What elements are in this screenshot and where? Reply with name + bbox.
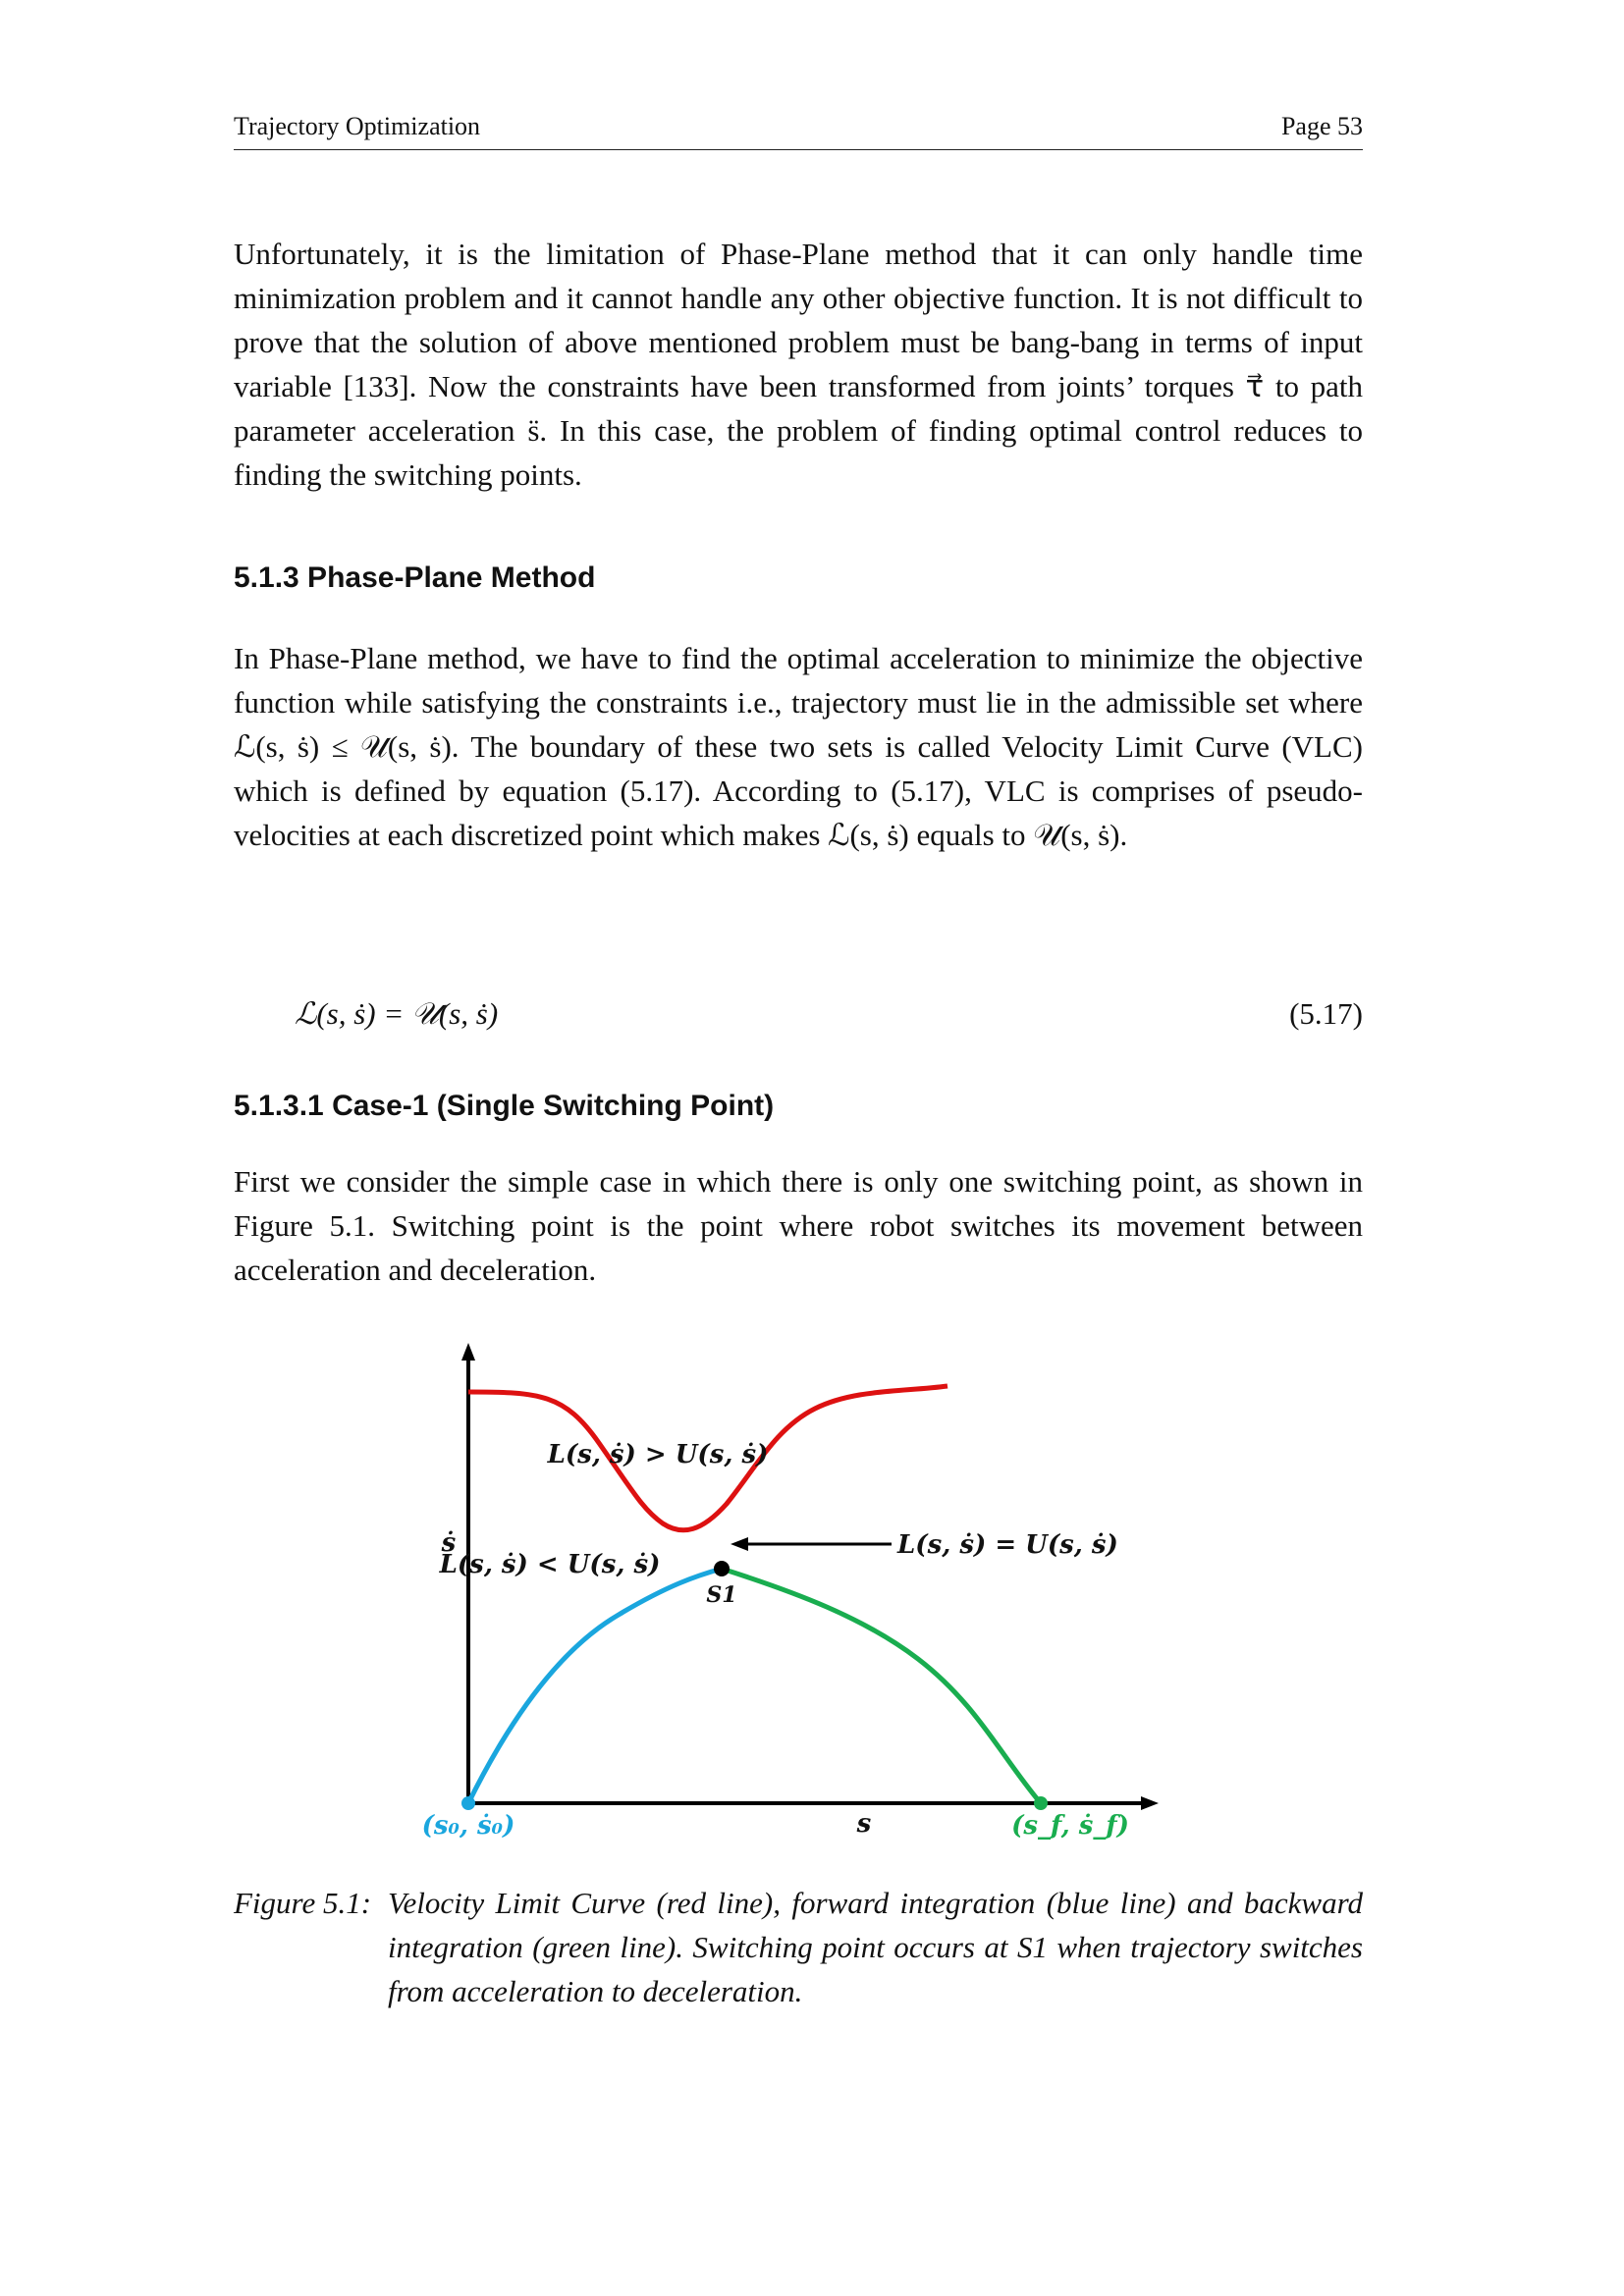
switching-point-marker — [714, 1561, 730, 1576]
end-point-label: (s_f, ṡ_f) — [1011, 1811, 1129, 1841]
backward-integration-curve — [722, 1569, 1041, 1803]
pointer-arrowhead — [731, 1537, 748, 1551]
forward-integration-curve — [468, 1569, 722, 1803]
start-point-label: (s₀, ṡ₀) — [421, 1811, 515, 1841]
figure-svg — [393, 1335, 1178, 1865]
x-axis-label: s — [856, 1809, 872, 1839]
equation-5-17 — [234, 991, 1363, 1036]
paragraph-case1: First we consider the simple case in which there is only one switching point, as shown in Figure 5.1. Switching point is the point where robot switches its movement between acceleration and deceleration. — [234, 1164, 1363, 1287]
equation-number: (5.17) — [1289, 996, 1363, 1031]
label-below-vlc: L(s, ṡ) < U(s, ṡ) — [439, 1550, 661, 1579]
subsection-heading: 5.1.3.1 Case-1 (Single Switching Point) — [234, 1090, 775, 1122]
paragraph-limitation: Unfortunately, it is the limitation of Phase-Plane method that it can only handle time minimization problem and it cannot handle any other objective function. It is not difficult to prove that the solution of above mentioned problem must be bang-bang in terms of input variable [133]. Now the constraints have been transformed from joints’ torques τ⃗ to path parameter acceleration s̈. In this case, the problem of finding optimal control reduces to finding the switching points. — [234, 237, 1363, 492]
running-header — [234, 110, 1363, 150]
caption-text: Velocity Limit Curve (red line), forward integration (blue line) and backward integration (green line). Switching point occurs at S1 when trajectory switches from acceleration to deceleration. — [388, 1886, 1363, 2008]
x-axis-arrowhead — [1141, 1796, 1159, 1810]
figure-velocity-limit-curve — [393, 1335, 1178, 1865]
label-above-vlc: L(s, ṡ) > U(s, ṡ) — [547, 1440, 769, 1469]
switch-point-label: S1 — [706, 1582, 737, 1608]
paragraph-phase-plane: In Phase-Plane method, we have to find the optimal acceleration to minimize the objective function while satisfying the constraints i.e., trajectory must lie in the admissible set where ℒ(s, ṡ) ≤ 𝒰(s, ṡ). The boundary of these two sets is called Velocity Limit Curve (VLC) which is defined by equation (5.17). According to (5.17), VLC is comprises of pseudo-velocities at each discretized point which makes ℒ(s, ṡ) equals to 𝒰(s, ṡ). — [234, 641, 1363, 852]
end-point-marker — [1034, 1796, 1048, 1810]
section-heading: 5.1.3 Phase-Plane Method — [234, 561, 596, 594]
y-axis-arrowhead — [461, 1343, 475, 1361]
page-number: Page 53 — [1280, 112, 1363, 140]
equation-expression: ℒ(s, ṡ) = 𝒰(s, ṡ) — [295, 996, 499, 1031]
header-title: Trajectory Optimization — [234, 112, 481, 140]
y-axis-label: ṡ — [441, 1528, 457, 1558]
label-equal-vlc: L(s, ṡ) = U(s, ṡ) — [897, 1530, 1118, 1560]
start-point-marker — [461, 1796, 475, 1810]
caption-label: Figure 5.1: — [234, 1886, 372, 1920]
